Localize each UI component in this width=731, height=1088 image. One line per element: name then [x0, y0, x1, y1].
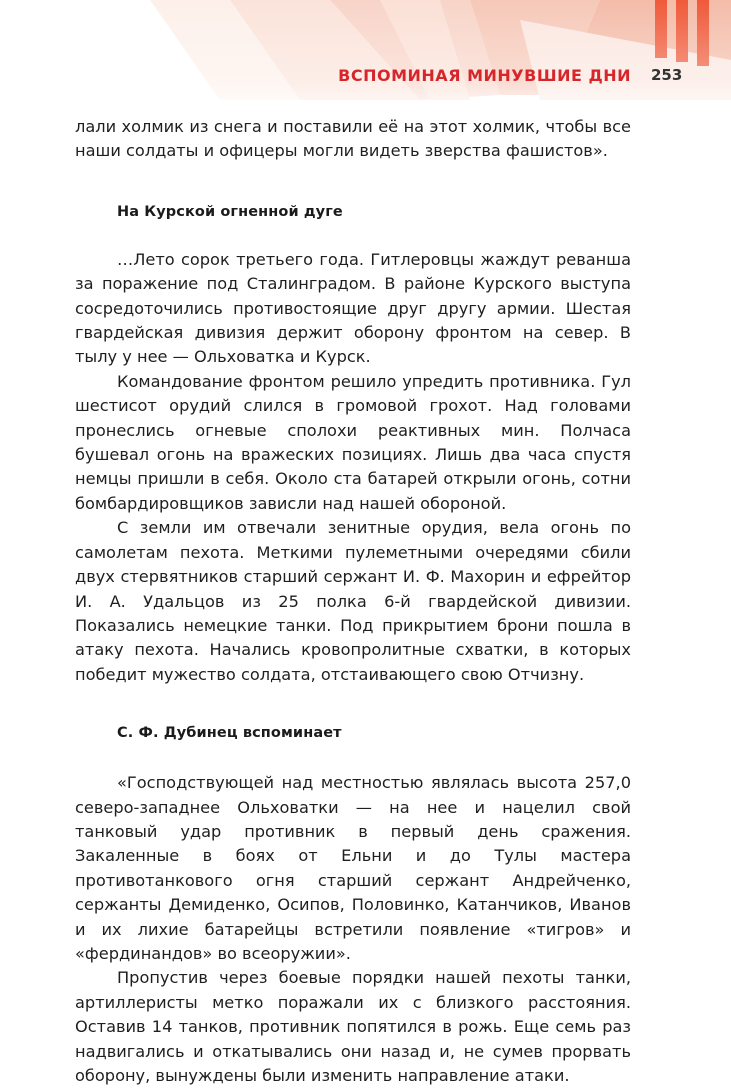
- header-rays-graphic: [0, 0, 731, 120]
- paragraph: …Лето сорок третьего года. Гитлеровцы жаждут реванша за поражение под Сталинградом. В районе Курского выступа сосредоточились противостоящие друг другу армии. Шестая гвардейская дивизия держит оборону фронтом на север. В тылу у нее — Ольховатка и Курск.: [75, 249, 631, 367]
- running-header-title: ВСПОМИНАЯ МИНУВШИЕ ДНИ: [338, 66, 631, 85]
- section-heading-dubinets: С. Ф. Дубинец вспоминает: [117, 725, 342, 742]
- page-body: [75, 115, 631, 1088]
- intro-paragraph: лали холмик из снега и поставили её на этот холмик, чтобы все наши солдаты и офицеры могли видеть зверства фашистов».: [75, 117, 631, 161]
- paragraph: «Господствующей над местностью являлась высота 257,0 северо-западнее Ольховатки — на нее и нацелил свой танковый удар противник в первый день сражения. Закаленные в боях от Ельни и до Тулы мастера противотанкового огня старший сержант Андрейченко, сержанты Демиденко, Осипов, Половинко, Катанчиков, Иванов и их лихие батарейцы встретили появление «тигров» и «фердинандов» во всеоружии».: [75, 773, 631, 963]
- page-number: 253: [651, 66, 683, 84]
- section-heading-kursk: На Курской огненной дуге: [117, 203, 343, 220]
- header-decoration: [0, 0, 731, 120]
- paragraph: Пропустив через боевые порядки нашей пехоты танки, артиллеристы метко поражали их с близкого расстояния. Оставив 14 танков, противник попятился в рожь. Еще семь раз надвигались и откатывались они назад и, не сумев прорвать оборону, вынуждены были изменить направление атаки.: [75, 968, 631, 1085]
- paragraph: Командование фронтом решило упредить противника. Гул шестисот орудий слился в громовой грохот. Над головами пронеслись огневые сполохи реактивных мин. Полчаса бушевал огонь на вражеских позициях. Лишь два часа спустя немцы пришли в себя. Около ста батарей открыли огонь, сотни бомбардировщиков зависли над нашей обороной.: [75, 371, 631, 513]
- paragraph: С земли им отвечали зенитные орудия, вела огонь по самолетам пехота. Меткими пулеметными очередями сбили двух стервятников старший сержант И. Ф. Махорин и ефрейтор И. А. Удальцов из 25 полка 6-й гвардейской дивизии. Показались немецкие танки. Под прикрытием брони пошла в атаку пехота. Начались кровопролитные схватки, в которых победит мужество солдата, отстаивающего свою Отчизну.: [75, 518, 631, 684]
